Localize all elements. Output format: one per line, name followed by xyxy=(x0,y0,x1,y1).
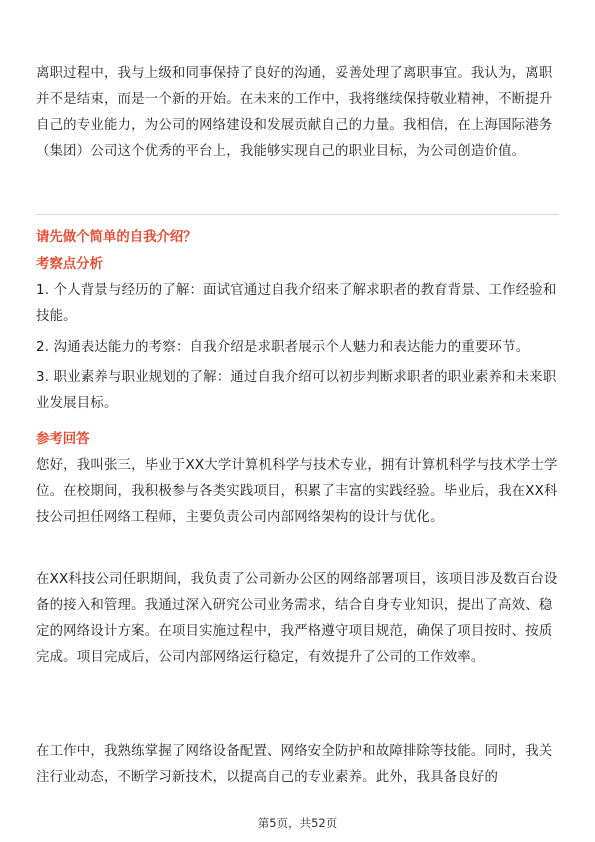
page-number: 第5页，共52页 xyxy=(257,816,338,830)
answer-paragraph-2: 在XX科技公司任职期间，我负责了公司新办公区的网络部署项目，该项目涉及数百台设备的接入和管理。我通过深入研究公司业务需求，结合自身专业知识，提出了高效、稳定的网络设计方案。在项目实施过程中，我严格遵守项目规范，确保了项目按时、按质完成。项目完成后，公司内部网络运行稳定，有效提升了公司的工作效率。 xyxy=(36,572,558,665)
answer-paragraph-1: 您好，我叫张三，毕业于XX大学计算机科学与技术专业，拥有计算机科学与技术学士学位。在校期间，我积极参与各类实践项目，积累了丰富的实践经验。毕业后，我在XX科技公司担任网络工程师，主要负责公司内部网络架构的设计与优化。 xyxy=(36,458,558,525)
answer-heading: 参考回答 xyxy=(36,432,90,447)
intro-paragraph: 离职过程中，我与上级和同事保持了良好的沟通，妥善处理了离职事宜。我认为，离职并不是结束，而是一个新的开始。在未来的工作中，我将继续保持敬业精神，不断提升自己的专业能力，为公司的网络建设和发展贡献自己的力量。我相信，在上海国际港务（集团）公司这个优秀的平台上，我能够实现自己的职业目标，为公司创造价值。 xyxy=(36,66,553,159)
analysis-item-3: 3. 职业素养与职业规划的了解：通过自我介绍可以初步判断求职者的职业素养和未来职业发展目标。 xyxy=(36,370,557,411)
analysis-item-1: 1. 个人背景与经历的了解：面试官通过自我介绍来了解求职者的教育背景、工作经验和技能。 xyxy=(36,283,557,324)
answer-paragraph-3: 在工作中，我熟练掌握了网络设备配置、网络安全防护和故障排除等技能。同时，我关注行业动态，不断学习新技术，以提高自己的专业素养。此外，我具备良好的 xyxy=(36,744,553,785)
question-title: 请先做个简单的自我介绍？ xyxy=(36,230,197,245)
analysis-heading: 考察点分析 xyxy=(36,257,103,272)
section-divider xyxy=(36,214,559,215)
analysis-item-2: 2. 沟通表达能力的考察：自我介绍是求职者展示个人魅力和表达能力的重要环节。 xyxy=(36,340,530,355)
